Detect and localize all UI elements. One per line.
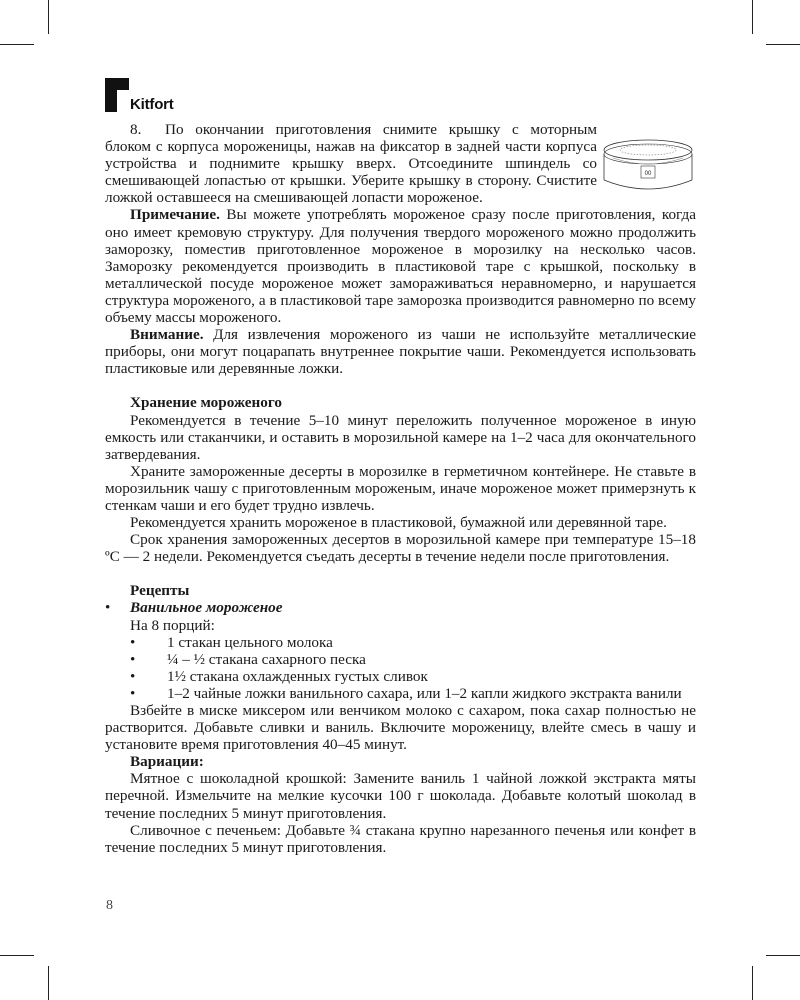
crop-mark — [0, 44, 34, 45]
bullet-icon: • — [130, 650, 136, 668]
page-content — [105, 121, 696, 856]
storage-paragraph: Рекомендуется хранить мороженое в пластиковой, бумажной или деревянной таре. — [130, 514, 667, 532]
note-label: Примечание. — [130, 206, 220, 224]
crop-mark — [766, 955, 800, 956]
storage-paragraph: Рекомендуется в течение 5–10 минут переложить полученное мороженое в иную емкость или стаканчики, и оставить в морозильной камере на 1–2 часа для окончательного затвердевания. — [105, 411, 696, 463]
page-number: 8 — [106, 898, 113, 913]
variation-paragraph: Сливочное с печеньем: Добавьте ¾ стакана крупно нарезанного печенья или конфет в течение последних 5 минут приготовления. — [105, 821, 696, 856]
note-paragraph — [105, 206, 696, 326]
ingredient-text: 1–2 чайные ложки ванильного сахара, или 1–2 капли жидкого экстракта ванили — [167, 684, 682, 702]
warning-paragraph — [105, 326, 696, 377]
recipe-title-item — [105, 599, 696, 616]
ingredient-item — [105, 634, 696, 651]
recipe-method: Взбейте в миске миксером или венчиком молоко с сахаром, пока сахар полностью не растворится. Добавьте сливки и ваниль. Включите мороженицу, влейте смесь в чашу и установите время приготовления 40–45 минут. — [105, 702, 696, 754]
bullet-icon: • — [130, 684, 136, 702]
storage-paragraph: Храните замороженные десерты в морозилке в герметичном контейнере. Не ставьте в морозильник чашу с приготовленным мороженым, иначе мороженое может примерзнуть к стенкам чаши и его будет трудно извлечь. — [105, 462, 696, 514]
recipes-heading: Рецепты — [130, 582, 190, 600]
warning-label: Внимание. — [130, 326, 204, 344]
recipe-title: Ванильное мороженое — [130, 599, 283, 617]
crop-mark — [766, 44, 800, 45]
ingredient-text: 1 стакан цельного молока — [167, 633, 333, 651]
bullet-icon: • — [105, 599, 111, 617]
ingredient-text: ¼ – ½ стакана сахарного песка — [167, 650, 366, 668]
variations-heading: Вариации: — [130, 753, 204, 771]
bullet-icon: • — [130, 667, 136, 685]
ingredient-item — [105, 685, 696, 702]
note-text: Вы можете употреблять мороженое сразу после приготовления, когда оно имеет кремовую структуру. Для получения твердого мороженого можно продолжить заморозку, поместив приготовленное мороженое в морозилку на несколько часов. Заморозку рекомендуется производить в пластиковой таре с крышкой, поскольку в металлической посуде мороженое может замораживаться неравномерно, и нарушается структура мороженого, а в пластиковой таре заморозка производится равномерно по всему объему массы мороженого. — [105, 206, 696, 327]
brand-logo — [105, 78, 225, 114]
storage-paragraph: Срок хранения замороженных десертов в морозильной камере при температуре 15–18 ºС — 2 недели. Рекомендуется съедать десерты в течение недели после приготовления. — [105, 531, 696, 566]
step-text: По окончании приготовления снимите крышку с моторным блоком с корпуса мороженицы, нажав на фиксатор в задней части корпуса устройства и поднимите крышку вверх. Отсоедините шпиндель со смешивающей лопастью от крышки. Уберите крышку в сторону. Счистите ложкой оставшееся на смешивающей лопасти мороженое. — [105, 121, 597, 207]
logo-mark-icon — [105, 78, 129, 112]
warning-text: Для извлечения мороженого из чаши не используйте металлические приборы, они могут поцарапать внутреннее покрытие чаши. Рекомендуется использовать пластиковые или деревянные ложки. — [105, 326, 696, 378]
ingredient-item — [105, 668, 696, 685]
ingredient-item — [105, 651, 696, 668]
crop-mark — [752, 966, 753, 1000]
crop-mark — [0, 955, 34, 956]
crop-mark — [48, 0, 49, 34]
bullet-icon: • — [130, 633, 136, 651]
crop-mark — [752, 0, 753, 34]
step-number: 8. — [130, 121, 142, 138]
servings: На 8 порций: — [130, 616, 215, 634]
storage-heading: Хранение мороженого — [130, 394, 282, 412]
crop-mark — [48, 966, 49, 1000]
step-8 — [105, 121, 597, 206]
ingredient-text: 1½ стакана охлажденных густых сливок — [167, 667, 428, 685]
variation-paragraph: Мятное с шоколадной крошкой: Замените ваниль 1 чайной ложкой экстракта мяты перечной. Измельчите на мелкие кусочки 100 г шоколада. Добавьте колотый шоколад в течение последних 5 минут приготовления. — [105, 770, 696, 822]
brand-name: Kitfort — [130, 96, 174, 113]
illustration-display: 00 — [644, 171, 652, 177]
